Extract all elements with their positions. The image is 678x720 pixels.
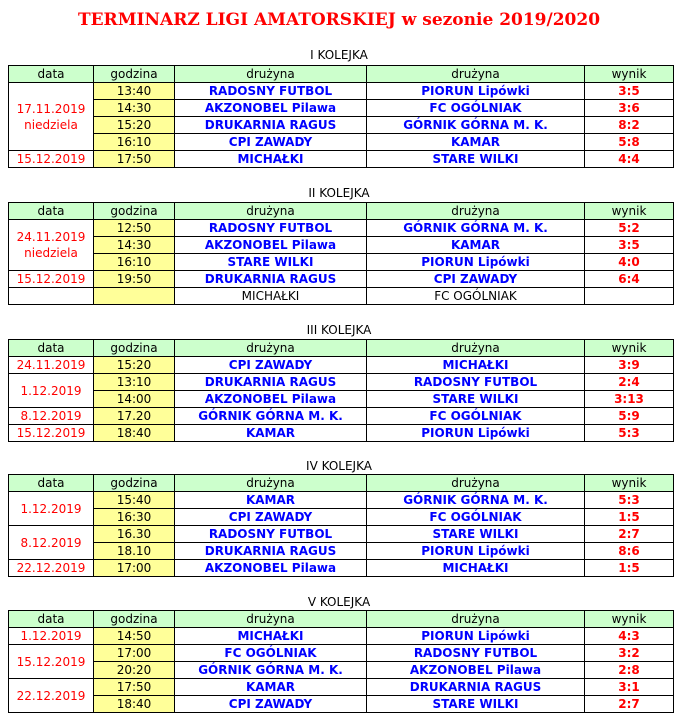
result-cell: 2:7 bbox=[585, 526, 674, 543]
date-cell: 15.12.2019 bbox=[9, 271, 94, 288]
time-cell bbox=[94, 288, 175, 305]
time-cell: 14:30 bbox=[94, 100, 175, 117]
result-cell: 8:6 bbox=[585, 543, 674, 560]
time-cell: 17:50 bbox=[94, 679, 175, 696]
time-cell: 17:00 bbox=[94, 560, 175, 577]
home-team: RADOSNY FUTBOL bbox=[175, 83, 367, 100]
result-cell: 2:7 bbox=[585, 696, 674, 713]
date-cell bbox=[9, 83, 94, 151]
home-team: MICHAŁKI bbox=[175, 628, 367, 645]
home-team: AKZONOBEL Pilawa bbox=[175, 560, 367, 577]
time-cell: 14:50 bbox=[94, 628, 175, 645]
header-team1: drużyna bbox=[175, 611, 367, 628]
header-time: godzina bbox=[94, 611, 175, 628]
header-team1: drużyna bbox=[175, 475, 367, 492]
header-row bbox=[9, 475, 674, 492]
date-cell bbox=[9, 220, 94, 271]
home-team: AKZONOBEL Pilawa bbox=[175, 237, 367, 254]
away-team: MICHAŁKI bbox=[367, 357, 585, 374]
result-cell: 8:2 bbox=[585, 117, 674, 134]
time-cell: 16.30 bbox=[94, 526, 175, 543]
away-team: PIORUN Lipówki bbox=[367, 628, 585, 645]
away-team: STARE WILKI bbox=[367, 151, 585, 168]
home-team: GÓRNIK GÓRNA M. K. bbox=[175, 662, 367, 679]
match-row bbox=[9, 151, 674, 168]
match-row bbox=[9, 560, 674, 577]
result-cell: 2:8 bbox=[585, 662, 674, 679]
match-row bbox=[9, 492, 674, 509]
time-cell: 16:10 bbox=[94, 254, 175, 271]
date-cell: 8.12.2019 bbox=[9, 526, 94, 560]
date-cell: 22.12.2019 bbox=[9, 560, 94, 577]
result-cell: 5:3 bbox=[585, 425, 674, 442]
result-cell: 4:3 bbox=[585, 628, 674, 645]
match-row bbox=[9, 679, 674, 696]
round-label: II KOLEJKA bbox=[308, 186, 370, 200]
result-cell: 3:2 bbox=[585, 645, 674, 662]
away-team: PIORUN Lipówki bbox=[367, 543, 585, 560]
home-team: MICHAŁKI bbox=[175, 151, 367, 168]
away-team: CPI ZAWADY bbox=[367, 271, 585, 288]
header-team2: drużyna bbox=[367, 475, 585, 492]
time-cell: 18:40 bbox=[94, 425, 175, 442]
time-cell: 15:20 bbox=[94, 357, 175, 374]
match-row bbox=[9, 271, 674, 288]
away-team: MICHAŁKI bbox=[367, 560, 585, 577]
result-cell: 5:2 bbox=[585, 220, 674, 237]
away-team: PIORUN Lipówki bbox=[367, 254, 585, 271]
header-time: godzina bbox=[94, 340, 175, 357]
home-team: KAMAR bbox=[175, 492, 367, 509]
date-cell bbox=[9, 288, 94, 305]
match-row bbox=[9, 134, 674, 151]
time-cell: 13:10 bbox=[94, 374, 175, 391]
date-cell: 8.12.2019 bbox=[9, 408, 94, 425]
date-cell: 22.12.2019 bbox=[9, 679, 94, 713]
header-result: wynik bbox=[585, 611, 674, 628]
time-cell: 17:00 bbox=[94, 645, 175, 662]
header-time: godzina bbox=[94, 475, 175, 492]
result-cell: 6:4 bbox=[585, 271, 674, 288]
away-team: KAMAR bbox=[367, 134, 585, 151]
weekday-text: niedziela bbox=[24, 117, 78, 132]
result-cell bbox=[585, 288, 674, 305]
time-cell: 13:40 bbox=[94, 83, 175, 100]
match-row bbox=[9, 662, 674, 679]
schedule-table bbox=[8, 474, 674, 577]
home-team: CPI ZAWADY bbox=[175, 696, 367, 713]
match-row bbox=[9, 645, 674, 662]
date-text: 24.11.2019 bbox=[16, 230, 86, 244]
date-cell: 24.11.2019 bbox=[9, 357, 94, 374]
result-cell: 3:13 bbox=[585, 391, 674, 408]
match-row bbox=[9, 526, 674, 543]
home-team: GÓRNIK GÓRNA M. K. bbox=[175, 408, 367, 425]
home-team: STARE WILKI bbox=[175, 254, 367, 271]
away-team: RADOSNY FUTBOL bbox=[367, 374, 585, 391]
date-text: 17.11.2019 bbox=[16, 101, 86, 116]
header-date: data bbox=[9, 340, 94, 357]
time-cell: 20:20 bbox=[94, 662, 175, 679]
match-row bbox=[9, 100, 674, 117]
time-cell: 15:20 bbox=[94, 117, 175, 134]
weekday-text: niedziela bbox=[24, 246, 78, 260]
round-label: I KOLEJKA bbox=[310, 48, 368, 62]
home-team: MICHAŁKI bbox=[175, 288, 367, 305]
home-team: CPI ZAWADY bbox=[175, 509, 367, 526]
away-team: DRUKARNIA RAGUS bbox=[367, 679, 585, 696]
away-team: STARE WILKI bbox=[367, 696, 585, 713]
time-cell: 18:40 bbox=[94, 696, 175, 713]
header-result: wynik bbox=[585, 66, 674, 83]
match-row bbox=[9, 374, 674, 391]
result-cell: 5:8 bbox=[585, 134, 674, 151]
header-team1: drużyna bbox=[175, 66, 367, 83]
schedule-table bbox=[8, 65, 674, 168]
header-team2: drużyna bbox=[367, 611, 585, 628]
match-row bbox=[9, 543, 674, 560]
header-date: data bbox=[9, 611, 94, 628]
time-cell: 18.10 bbox=[94, 543, 175, 560]
header-date: data bbox=[9, 475, 94, 492]
result-cell: 5:3 bbox=[585, 492, 674, 509]
result-cell: 1:5 bbox=[585, 560, 674, 577]
header-row bbox=[9, 203, 674, 220]
away-team: FC OGÓLNIAK bbox=[367, 100, 585, 117]
schedule-table bbox=[8, 202, 674, 305]
round-label: V KOLEJKA bbox=[307, 595, 371, 609]
away-team: FC OGÓLNIAK bbox=[367, 509, 585, 526]
header-team1: drużyna bbox=[175, 203, 367, 220]
header-team1: drużyna bbox=[175, 340, 367, 357]
header-date: data bbox=[9, 203, 94, 220]
time-cell: 19:50 bbox=[94, 271, 175, 288]
time-cell: 17:50 bbox=[94, 151, 175, 168]
match-row bbox=[9, 83, 674, 100]
time-cell: 16:30 bbox=[94, 509, 175, 526]
result-cell: 3:5 bbox=[585, 83, 674, 100]
away-team: GÓRNIK GÓRNA M. K. bbox=[367, 220, 585, 237]
match-row bbox=[9, 220, 674, 237]
result-cell: 1:5 bbox=[585, 509, 674, 526]
page-title: TERMINARZ LIGI AMATORSKIEJ w sezonie 2019/2020 bbox=[77, 10, 601, 30]
result-cell: 4:0 bbox=[585, 254, 674, 271]
header-result: wynik bbox=[585, 203, 674, 220]
away-team: STARE WILKI bbox=[367, 391, 585, 408]
away-team: FC OGÓLNIAK bbox=[367, 288, 585, 305]
date-cell: 15.12.2019 bbox=[9, 151, 94, 168]
header-team2: drużyna bbox=[367, 340, 585, 357]
result-cell: 3:1 bbox=[585, 679, 674, 696]
match-row bbox=[9, 425, 674, 442]
match-row bbox=[9, 391, 674, 408]
time-cell: 12:50 bbox=[94, 220, 175, 237]
away-team: STARE WILKI bbox=[367, 526, 585, 543]
round-label: IV KOLEJKA bbox=[306, 459, 372, 473]
match-row bbox=[9, 628, 674, 645]
header-time: godzina bbox=[94, 203, 175, 220]
home-team: AKZONOBEL Pilawa bbox=[175, 100, 367, 117]
date-cell: 15.12.2019 bbox=[9, 645, 94, 679]
match-row bbox=[9, 288, 674, 305]
home-team: KAMAR bbox=[175, 679, 367, 696]
away-team: RADOSNY FUTBOL bbox=[367, 645, 585, 662]
away-team: PIORUN Lipówki bbox=[367, 425, 585, 442]
header-row bbox=[9, 611, 674, 628]
match-row bbox=[9, 509, 674, 526]
home-team: DRUKARNIA RAGUS bbox=[175, 374, 367, 391]
home-team: DRUKARNIA RAGUS bbox=[175, 117, 367, 134]
away-team: GÓRNIK GÓRNA M. K. bbox=[367, 117, 585, 134]
header-row bbox=[9, 66, 674, 83]
date-cell: 1.12.2019 bbox=[9, 628, 94, 645]
home-team: DRUKARNIA RAGUS bbox=[175, 543, 367, 560]
time-cell: 14:00 bbox=[94, 391, 175, 408]
result-cell: 5:9 bbox=[585, 408, 674, 425]
away-team: PIORUN Lipówki bbox=[367, 83, 585, 100]
schedule-table bbox=[8, 610, 674, 713]
header-result: wynik bbox=[585, 475, 674, 492]
away-team: KAMAR bbox=[367, 237, 585, 254]
home-team: AKZONOBEL Pilawa bbox=[175, 391, 367, 408]
home-team: CPI ZAWADY bbox=[175, 134, 367, 151]
header-row bbox=[9, 340, 674, 357]
time-cell: 16:10 bbox=[94, 134, 175, 151]
header-result: wynik bbox=[585, 340, 674, 357]
header-team2: drużyna bbox=[367, 203, 585, 220]
result-cell: 3:6 bbox=[585, 100, 674, 117]
match-row bbox=[9, 254, 674, 271]
header-team2: drużyna bbox=[367, 66, 585, 83]
away-team: AKZONOBEL Pilawa bbox=[367, 662, 585, 679]
away-team: GÓRNIK GÓRNA M. K. bbox=[367, 492, 585, 509]
home-team: CPI ZAWADY bbox=[175, 357, 367, 374]
match-row bbox=[9, 237, 674, 254]
match-row bbox=[9, 696, 674, 713]
match-row bbox=[9, 357, 674, 374]
home-team: RADOSNY FUTBOL bbox=[175, 220, 367, 237]
result-cell: 3:9 bbox=[585, 357, 674, 374]
round-label: III KOLEJKA bbox=[306, 323, 372, 337]
time-cell: 15:40 bbox=[94, 492, 175, 509]
home-team: KAMAR bbox=[175, 425, 367, 442]
result-cell: 2:4 bbox=[585, 374, 674, 391]
result-cell: 3:5 bbox=[585, 237, 674, 254]
home-team: RADOSNY FUTBOL bbox=[175, 526, 367, 543]
time-cell: 14:30 bbox=[94, 237, 175, 254]
match-row bbox=[9, 117, 674, 134]
home-team: DRUKARNIA RAGUS bbox=[175, 271, 367, 288]
home-team: FC OGÓLNIAK bbox=[175, 645, 367, 662]
header-date: data bbox=[9, 66, 94, 83]
away-team: FC OGÓLNIAK bbox=[367, 408, 585, 425]
header-time: godzina bbox=[94, 66, 175, 83]
date-cell: 1.12.2019 bbox=[9, 492, 94, 526]
result-cell: 4:4 bbox=[585, 151, 674, 168]
time-cell: 17.20 bbox=[94, 408, 175, 425]
date-cell: 1.12.2019 bbox=[9, 374, 94, 408]
match-row bbox=[9, 408, 674, 425]
date-cell: 15.12.2019 bbox=[9, 425, 94, 442]
schedule-table bbox=[8, 339, 674, 442]
